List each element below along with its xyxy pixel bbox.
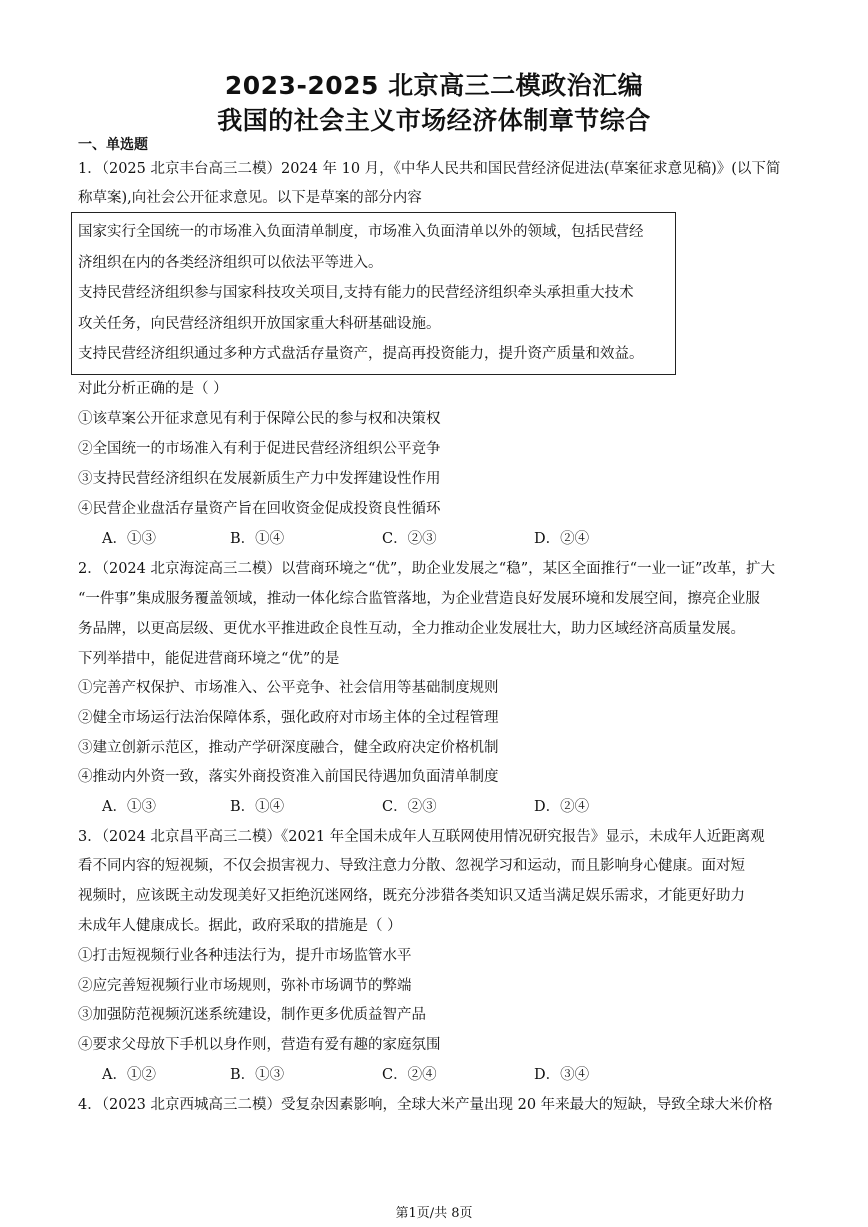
q2-item: ③建立创新示范区，推动产学研深度融合，健全政府决定价格机制 bbox=[78, 740, 499, 756]
q4-stem-line: 4．（2023 北京西城高三二模）受复杂因素影响，全球大米产量出现 20 年来最大的短缺，导致全球大米价格 bbox=[78, 1097, 773, 1113]
q1-item: ①该草案公开征求意见有利于保障公民的参与权和决策权 bbox=[78, 411, 441, 427]
q1-item: ④民营企业盘活存量资产旨在回收资金促成投资良性循环 bbox=[78, 501, 441, 517]
q1-prompt: 对此分析正确的是（ ） bbox=[78, 381, 228, 397]
q1-box-line: 攻关任务，向民营经济组织开放国家重大科研基础设施。 bbox=[78, 316, 441, 332]
q1-box-line: 支持民营经济组织通过多种方式盘活存量资产，提高再投资能力，提升资产质量和效益。 bbox=[78, 346, 644, 362]
q3-stem-line: 视频时，应该既主动发现美好又拒绝沉迷网络，既充分涉猎各类知识又适当满足娱乐需求，才能更好助力 bbox=[78, 888, 745, 904]
q2-stem-line: 务品牌，以更高层级、更优水平推进政企良性互动，全力推动企业发展壮大，助力区域经济高质量发展。 bbox=[78, 621, 745, 637]
q1-box-line: 济组织在内的各类经济组织可以依法平等进入。 bbox=[78, 255, 383, 271]
q3-item: ①打击短视频行业各种违法行为，提升市场监管水平 bbox=[78, 948, 412, 964]
q3-stem-line: 3．（2024 北京昌平高三二模）《2021 年全国未成年人互联网使用情况研究报告》显示，未成年人近距离观 bbox=[78, 829, 765, 845]
document-title: 2023-2025 北京高三二模政治汇编 bbox=[224, 71, 644, 100]
q1-item: ②全国统一的市场准入有利于促进民营经济组织公平竞争 bbox=[78, 441, 441, 457]
q3-item: ④要求父母放下手机以身作则，营造有爱有趣的家庭氛围 bbox=[78, 1037, 441, 1053]
q3-option-d[interactable]: D．③④ bbox=[534, 1067, 590, 1083]
q1-stem-line: 称草案),向社会公开征求意见。以下是草案的部分内容 bbox=[78, 190, 422, 206]
q1-stem-line: 1．（2025 北京丰台高三二模）2024 年 10 月，《中华人民共和国民营经济促进法(草案征求意见稿)》(以下简 bbox=[78, 161, 781, 177]
q1-item: ③支持民营经济组织在发展新质生产力中发挥建设性作用 bbox=[78, 471, 441, 487]
section-heading: 一、单选题 bbox=[78, 137, 148, 153]
q3-option-b[interactable]: B．①③ bbox=[230, 1067, 285, 1083]
q2-stem-line: 下列举措中，能促进营商环境之“优”的是 bbox=[78, 651, 340, 667]
document-subtitle: 我国的社会主义市场经济体制章节综合 bbox=[217, 106, 651, 135]
q2-stem-line: 2．（2024 北京海淀高三二模）以营商环境之“优”，助企业发展之“稳”，某区全面推行“一业一证”改革，扩大 bbox=[78, 561, 775, 577]
q2-item: ①完善产权保护、市场准入、公平竞争、社会信用等基础制度规则 bbox=[78, 680, 499, 696]
q3-option-c[interactable]: C．②④ bbox=[382, 1067, 437, 1083]
q3-option-a[interactable]: A．①② bbox=[102, 1067, 156, 1083]
q3-stem-line: 看不同内容的短视频，不仅会损害视力、导致注意力分散、忽视学习和运动，而且影响身心健康。面对短 bbox=[78, 858, 745, 874]
q1-option-d[interactable]: D．②④ bbox=[534, 531, 590, 547]
q3-stem-line: 未成年人健康成长。据此，政府采取的措施是（ ） bbox=[78, 918, 402, 934]
q2-stem-line: “一件事”集成服务覆盖领域，推动一体化综合监管落地，为企业营造良好发展环境和发展空间，擦亮企业服 bbox=[78, 591, 760, 607]
page-number: 第1页/共 8页 bbox=[395, 1206, 473, 1221]
q3-item: ②应完善短视频行业市场规则，弥补市场调节的弊端 bbox=[78, 978, 412, 994]
q1-option-c[interactable]: C．②③ bbox=[382, 531, 437, 547]
q3-item: ③加强防范视频沉迷系统建设，制作更多优质益智产品 bbox=[78, 1007, 426, 1023]
q1-box-line: 国家实行全国统一的市场准入负面清单制度，市场准入负面清单以外的领域，包括民营经 bbox=[78, 224, 644, 240]
q1-box-line: 支持民营经济组织参与国家科技攻关项目,支持有能力的民营经济组织牵头承担重大技术 bbox=[78, 285, 634, 301]
q1-option-b[interactable]: B．①④ bbox=[230, 531, 285, 547]
q2-option-c[interactable]: C．②③ bbox=[382, 799, 437, 815]
q2-option-b[interactable]: B．①④ bbox=[230, 799, 285, 815]
q2-item: ②健全市场运行法治保障体系，强化政府对市场主体的全过程管理 bbox=[78, 710, 499, 726]
q2-option-a[interactable]: A．①③ bbox=[102, 799, 156, 815]
q2-option-d[interactable]: D．②④ bbox=[534, 799, 590, 815]
q2-item: ④推动内外资一致，落实外商投资准入前国民待遇加负面清单制度 bbox=[78, 769, 499, 785]
q1-option-a[interactable]: A．①③ bbox=[102, 531, 156, 547]
